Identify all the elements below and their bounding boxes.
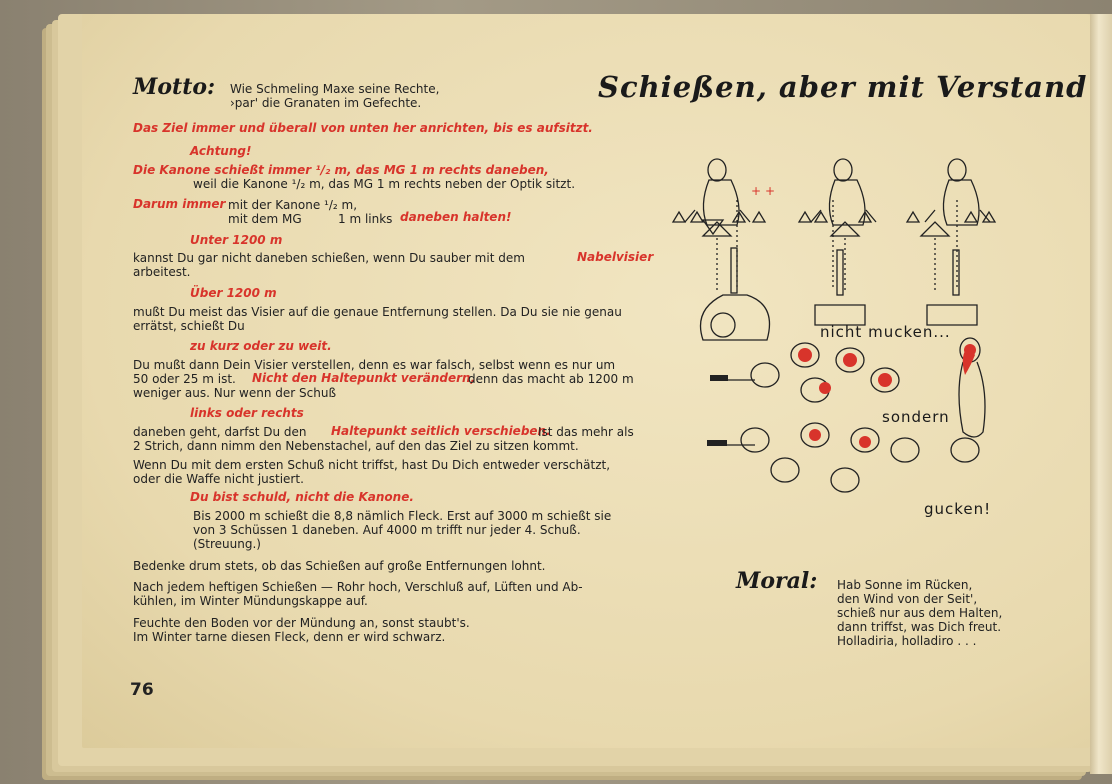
text-line: mußt Du meist das Visier auf die genaue Entfernung stellen. Da Du sie nie genau: [133, 305, 622, 319]
heading-achtung: Achtung!: [190, 144, 252, 158]
heading-links-rechts: links oder rechts: [190, 406, 304, 420]
text-line: mit der Kanone ¹/₂ m,: [228, 198, 358, 212]
text-line: Nach jedem heftigen Schießen — Rohr hoch, Verschluß auf, Lüften und Ab-: [133, 580, 583, 594]
text-line: denn das macht ab 1200 m: [468, 372, 634, 386]
pistols: [707, 375, 728, 446]
motto-line-2: ›par' die Granaten im Gefechte.: [230, 96, 422, 110]
text-line: 2 Strich, dann nimm den Nebenstachel, auf den das Ziel zu sitzen kommt.: [133, 439, 579, 453]
svg-text:+: +: [765, 184, 776, 198]
rule-cannon-offset: Die Kanone schießt immer ¹/₂ m, das MG 1 m rechts daneben,: [133, 163, 549, 177]
label-darum-immer: Darum immer: [133, 197, 226, 211]
text-line: Im Winter tarne diesen Fleck, denn er wird schwarz.: [133, 630, 446, 644]
text-line: Du mußt dann Dein Visier verstellen, denn es war falsch, selbst wenn es nur um: [133, 358, 616, 372]
rule-aim-from-below: Das Ziel immer und überall von unten her anrichten, bis es aufsitzt.: [133, 121, 593, 135]
text-line: von 3 Schüssen 1 daneben. Auf 4000 m trifft nur jeder 4. Schuß.: [193, 523, 581, 537]
text-line: Ist das mehr als: [538, 425, 634, 439]
text-line: arbeitest.: [133, 265, 191, 279]
book-spine: [1090, 14, 1112, 774]
moral-line-4: dann triffst, was Dich freut.: [837, 620, 1002, 634]
page-title: Schießen, aber mit Verstand: [598, 70, 1088, 104]
caption-sondern: sondern: [882, 408, 950, 426]
svg-text:+: +: [751, 184, 762, 198]
text-line: weniger aus. Nur wenn der Schuß: [133, 386, 337, 400]
moral-line-2: den Wind von der Seit',: [837, 592, 978, 606]
term-nabelvisier: Nabelvisier: [577, 250, 654, 264]
gun-barrels: [731, 248, 959, 295]
caption-nicht-mucken: nicht mucken...: [820, 323, 951, 341]
heading-du-bist-schuld: Du bist schuld, nicht die Kanone.: [190, 490, 414, 504]
moral-line-3: schieß nur aus dem Halten,: [837, 606, 1003, 620]
text-line: Bedenke drum stets, ob das Schießen auf große Entfernungen lohnt.: [133, 559, 546, 573]
text-line: Wenn Du mit dem ersten Schuß nicht triffst, hast Du Dich entweder verschätzt,: [133, 458, 611, 472]
rule-haltepunkt: Nicht den Haltepunkt verändern,: [252, 371, 476, 385]
text-line: daneben geht, darfst Du den: [133, 425, 307, 439]
motto-line-1: Wie Schmeling Maxe seine Rechte,: [230, 82, 440, 96]
heading-unter-1200: Unter 1200 m: [190, 233, 283, 247]
moral-line-1: Hab Sonne im Rücken,: [837, 578, 973, 592]
text-line: 1 m links: [338, 212, 393, 226]
text-line: kühlen, im Winter Mündungskappe auf.: [133, 594, 368, 608]
rule-seitlich: Haltepunkt seitlich verschieben.: [331, 424, 551, 438]
text-line: (Streuung.): [193, 537, 261, 551]
heading-ueber-1200: Über 1200 m: [190, 286, 277, 300]
text-line: mit dem MG: [228, 212, 302, 226]
text-line: weil die Kanone ¹/₂ m, das MG 1 m rechts neben der Optik sitzt.: [193, 177, 576, 191]
page-number: 76: [130, 680, 154, 700]
moral-line-5: Holladiria, holladiro . . .: [837, 634, 977, 648]
heading-zu-kurz: zu kurz oder zu weit.: [190, 339, 332, 353]
text-line: Bis 2000 m schießt die 8,8 nämlich Fleck. Erst auf 3000 m schießt sie: [193, 509, 612, 523]
text-line: oder die Waffe nicht justiert.: [133, 472, 304, 486]
text-line: 50 oder 25 m ist.: [133, 372, 236, 386]
text-line: Feuchte den Boden vor der Mündung an, sonst staubt's.: [133, 616, 470, 630]
motto-label: Motto:: [133, 74, 216, 100]
rule-daneben-halten: daneben halten!: [400, 210, 512, 224]
text-line: kannst Du gar nicht daneben schießen, wenn Du sauber mit dem: [133, 251, 525, 265]
caption-gucken: gucken!: [924, 500, 992, 518]
moral-label: Moral:: [736, 568, 818, 594]
text-line: errätst, schießt Du: [133, 319, 245, 333]
